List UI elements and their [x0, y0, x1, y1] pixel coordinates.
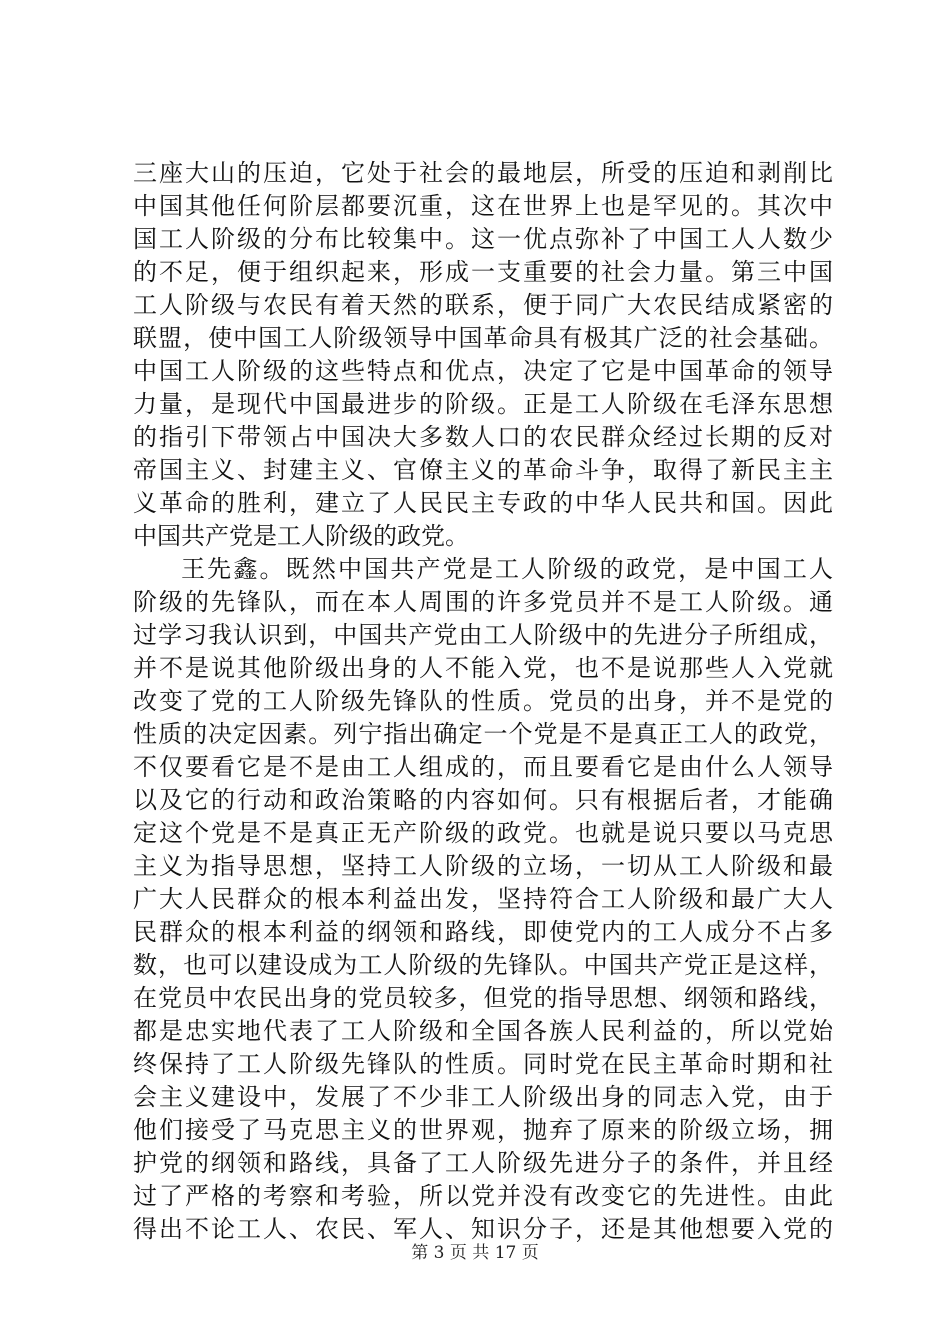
- text-line: 并不是说其他阶级出身的人不能入党，也不是说那些人入党就: [133, 654, 833, 682]
- text-line: 中国工人阶级的这些特点和优点，决定了它是中国革命的领导: [133, 357, 833, 385]
- text-line: 会主义建设中，发展了不少非工人阶级出身的同志入党，由于: [133, 1083, 833, 1111]
- text-line: 过学习我认识到，中国共产党由工人阶级中的先进分子所组成，: [133, 621, 833, 649]
- text-line: 民群众的根本利益的纲领和路线，即使党内的工人成分不占多: [133, 918, 833, 946]
- text-line: 在党员中农民出身的党员较多，但党的指导思想、纲领和路线，: [133, 984, 833, 1012]
- text-line: 数，也可以建设成为工人阶级的先锋队。中国共产党正是这样，: [133, 951, 833, 979]
- text-line: 过了严格的考察和考验，所以党并没有改变它的先进性。由此: [133, 1182, 833, 1210]
- text-line: 义革命的胜利，建立了人民民主专政的中华人民共和国。因此: [133, 489, 833, 517]
- page-footer: 第 3 页 共 17 页: [411, 1243, 539, 1263]
- text-line: 以及它的行动和政治策略的内容如何。只有根据后者，才能确: [133, 786, 833, 814]
- text-line: 力量，是现代中国最进步的阶级。正是工人阶级在毛泽东思想: [133, 390, 833, 418]
- text-line: 中国共产党是工人阶级的政党。: [133, 522, 469, 550]
- text-line: 护党的纲领和路线，具备了工人阶级先进分子的条件，并且经: [133, 1149, 833, 1177]
- text-line: 改变了党的工人阶级先锋队的性质。党员的出身，并不是党的: [133, 687, 833, 715]
- text-line: 三座大山的压迫，它处于社会的最地层，所受的压迫和剥削比: [133, 159, 833, 187]
- text-line: 阶级的先锋队，而在本人周围的许多党员并不是工人阶级。通: [133, 588, 833, 616]
- text-line: 都是忠实地代表了工人阶级和全国各族人民利益的，所以党始: [133, 1017, 833, 1045]
- text-line: 帝国主义、封建主义、官僚主义的革命斗争，取得了新民主主: [133, 456, 833, 484]
- text-line: 王先鑫。既然中国共产党是工人阶级的政党，是中国工人: [181, 555, 833, 583]
- text-line: 工人阶级与农民有着天然的联系，便于同广大农民结成紧密的: [133, 291, 833, 319]
- text-line: 性质的决定因素。列宁指出确定一个党是不是真正工人的政党，: [133, 720, 833, 748]
- text-line: 的不足，便于组织起来，形成一支重要的社会力量。第三中国: [133, 258, 833, 286]
- text-line: 定这个党是不是真正无产阶级的政党。也就是说只要以马克思: [133, 819, 833, 847]
- text-line: 主义为指导思想，坚持工人阶级的立场，一切从工人阶级和最: [133, 852, 833, 880]
- text-line: 得出不论工人、农民、军人、知识分子，还是其他想要入党的: [133, 1215, 833, 1243]
- document-body: [133, 157, 833, 1246]
- text-line: 中国其他任何阶层都要沉重，这在世界上也是罕见的。其次中: [133, 192, 833, 220]
- text-line: 不仅要看它是不是由工人组成的，而且要看它是由什么人领导: [133, 753, 833, 781]
- text-line: 终保持了工人阶级先锋队的性质。同时党在民主革命时期和社: [133, 1050, 833, 1078]
- text-line: 国工人阶级的分布比较集中。这一优点弥补了中国工人人数少: [133, 225, 833, 253]
- text-line: 他们接受了马克思主义的世界观，抛弃了原来的阶级立场，拥: [133, 1116, 833, 1144]
- text-line: 的指引下带领占中国决大多数人口的农民群众经过长期的反对: [133, 423, 833, 451]
- text-line: 广大人民群众的根本利益出发，坚持符合工人阶级和最广大人: [133, 885, 833, 913]
- text-line: 联盟，使中国工人阶级领导中国革命具有极其广泛的社会基础。: [133, 324, 833, 352]
